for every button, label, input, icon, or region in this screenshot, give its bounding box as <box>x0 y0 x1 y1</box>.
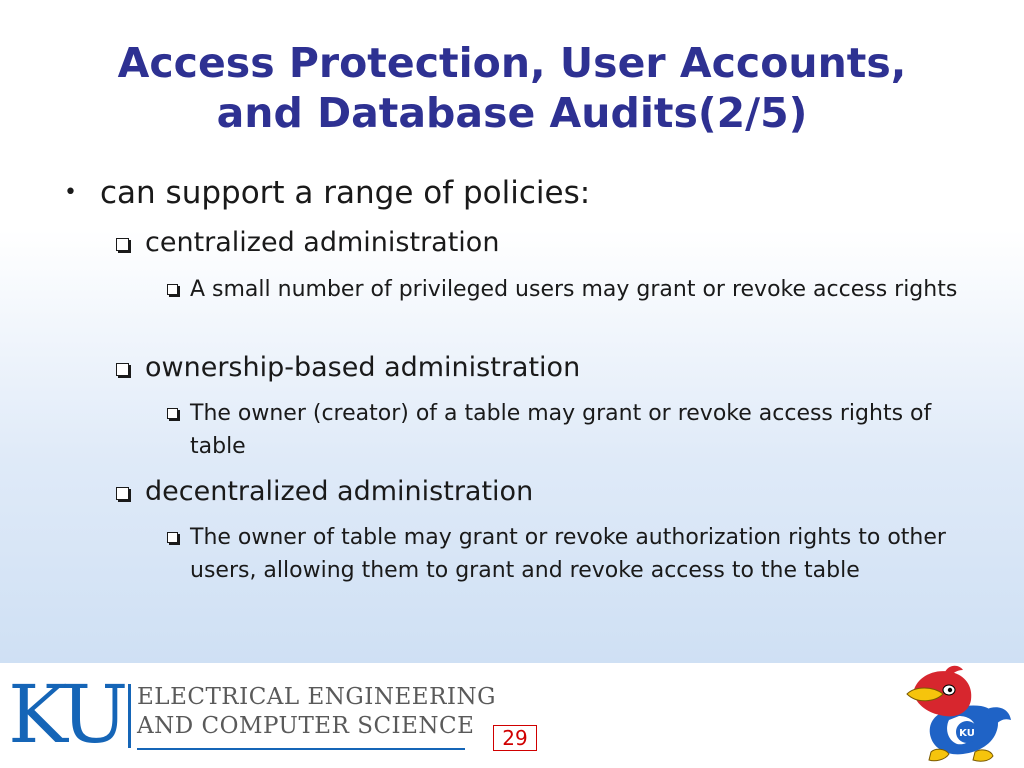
bullet-dot-icon: • <box>64 180 77 205</box>
policy-item-label: ownership-based administration <box>145 352 581 383</box>
department-name-line2: AND COMPUTER SCIENCE <box>137 713 475 739</box>
checkbox-bullet-icon <box>116 363 129 376</box>
checkbox-bullet-icon <box>167 408 178 419</box>
policy-item-centralized <box>116 226 499 260</box>
checkbox-bullet-icon <box>167 532 178 543</box>
department-name-line1: ELECTRICAL ENGINEERING <box>137 684 496 710</box>
logo-divider <box>128 684 131 748</box>
policy-item-detail-text: A small number of privileged users may grant or revoke access rights <box>190 277 958 302</box>
checkbox-bullet-icon <box>116 487 129 500</box>
policy-item-detail-decentralized <box>167 521 967 587</box>
slide-title <box>0 38 1024 138</box>
jayhawk-mascot-icon <box>905 664 1015 766</box>
policy-item-label: decentralized administration <box>145 476 534 507</box>
policy-item-detail-text: The owner (creator) of a table may grant or revoke access rights of table <box>190 401 932 459</box>
policy-item-detail-text: The owner of table may grant or revoke authorization rights to other users, allowing them to grant and revoke access to the table <box>190 525 946 583</box>
policy-item-label: centralized administration <box>145 227 500 258</box>
policy-item-detail-centralized <box>167 273 967 306</box>
page-number: 29 <box>493 725 537 751</box>
checkbox-bullet-icon <box>167 284 178 295</box>
main-bullet <box>64 173 998 213</box>
policy-item-detail-ownership <box>167 397 967 463</box>
main-bullet-text: can support a range of policies: <box>100 175 591 211</box>
mascot-badge-text: KU <box>959 728 975 739</box>
department-underline <box>137 748 465 750</box>
checkbox-bullet-icon <box>116 238 129 251</box>
slide-title-line2: and Database Audits(2/5) <box>216 89 808 137</box>
policy-item-decentralized <box>116 475 533 509</box>
ku-logo: KU <box>8 668 125 761</box>
policy-item-ownership <box>116 351 580 385</box>
slide-title-line1: Access Protection, User Accounts, <box>117 39 907 87</box>
